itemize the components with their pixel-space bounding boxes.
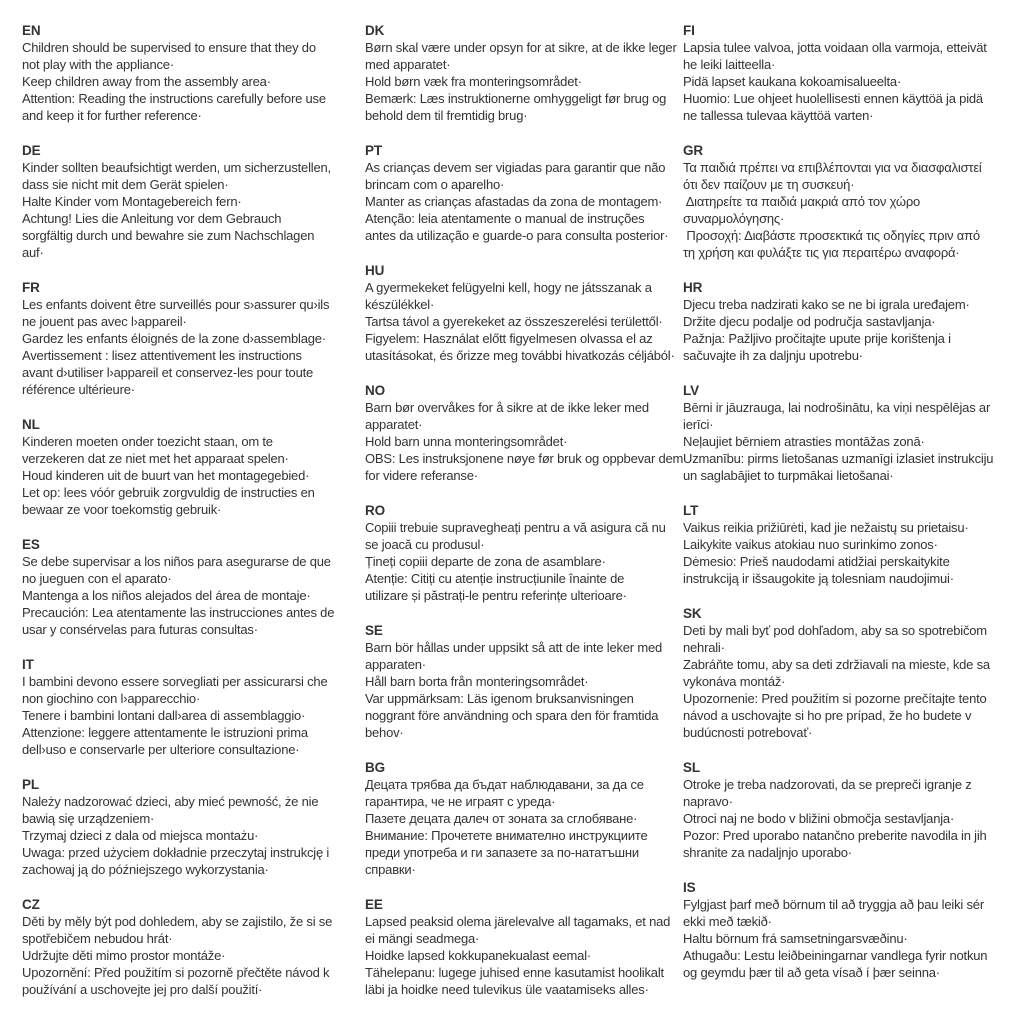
instruction-line: OBS: Les instruksjonene nøye før bruk og oppbevar dem <box>365 451 684 466</box>
instruction-line: for videre referanse· <box>365 468 478 483</box>
instruction-line: dell›uso e conservarle per ulteriore consultazione· <box>22 742 300 757</box>
language-section-es <box>22 536 357 638</box>
instruction-line: Pozor: Pred uporabo natančno preberite navodila in jih <box>683 828 987 843</box>
instruction-line: ne tallessa tulevaa käyttöä varten· <box>683 108 874 123</box>
instruction-line: verzekeren dat ze niet met het apparaat spelen· <box>22 451 289 466</box>
language-section-it <box>22 656 357 758</box>
instruction-line: Lapsia tulee valvoa, jotta voidaan olla varmoja, etteivät <box>683 40 987 55</box>
language-section-sk <box>683 605 1018 741</box>
instruction-line: Пазете децата далеч от зоната за сглобяване· <box>365 811 638 826</box>
instruction-line: Neļaujiet bērniem atrasties montāžas zonā· <box>683 434 925 449</box>
instruction-line: Se debe supervisar a los niños para asegurarse de que <box>22 554 331 569</box>
instruction-line: As crianças devem ser vigiadas para garantir que não <box>365 160 666 175</box>
instruction-line: Uwaga: przed użyciem dokładnie przeczytaj instrukcję i <box>22 845 330 860</box>
language-section-pl <box>22 776 357 878</box>
instruction-line: vykonáva montáž· <box>683 674 786 689</box>
instruction-line: ierīci· <box>683 417 714 432</box>
instruction-line: Udržujte děti mimo prostor montáže· <box>22 948 226 963</box>
instruction-line: Hold barn unna monteringsområdet· <box>365 434 568 449</box>
instruction-line: ότι δεν παίζουν με τη συσκευή· <box>683 177 855 192</box>
instruction-line: Djecu treba nadzirati kako se ne bi igrala uređajem· <box>683 297 970 312</box>
instruction-line: Haltu börnum frá samsetningarsvæðinu· <box>683 931 908 946</box>
language-code-label: CZ <box>22 897 40 912</box>
instruction-line: Внимание: Прочетете внимателно инструкциите <box>365 828 648 843</box>
instruction-line: Fylgjast þarf með börnum til að tryggja að þau leiki sér <box>683 897 984 912</box>
language-code-label: IS <box>683 880 696 895</box>
instruction-line: používání a uschovejte jej pro další použití· <box>22 982 263 997</box>
instruction-line: Tähelepanu: lugege juhised enne kasutamist hoolikalt <box>365 965 664 980</box>
instruction-line: shranite za nadaljnjo uporabo· <box>683 845 852 860</box>
instruction-line: συναρμολόγησης· <box>683 211 785 226</box>
instruction-line: référence ultérieure· <box>22 382 135 397</box>
instruction-line: Otroke je treba nadzorovati, da se prepreči igranje z <box>683 777 972 792</box>
instruction-line: un saglabājiet to turpmākai lietošanai· <box>683 468 894 483</box>
instruction-line: not play with the appliance· <box>22 57 174 72</box>
language-code-label: FR <box>22 280 40 295</box>
instruction-line: Hoidke lapsed kokkupanekualast eemal· <box>365 948 592 963</box>
language-code-label: PT <box>365 143 383 158</box>
language-code-label: EN <box>22 23 41 38</box>
instruction-line: auf· <box>22 245 44 260</box>
text-column-2 <box>365 22 700 1016</box>
instruction-line: справки· <box>365 862 416 877</box>
instruction-line: ne jouent pas avec l›appareil· <box>22 314 187 329</box>
language-section-sl <box>683 759 1018 861</box>
instruction-line: utasításokat, és őrizze meg további hivatkozás céljából· <box>365 348 675 363</box>
instruction-line: Gardez les enfants éloignés de la zone d›assemblage· <box>22 331 326 346</box>
instruction-line: Huomio: Lue ohjeet huolellisesti ennen käyttöä ja pidä <box>683 91 983 106</box>
instruction-line: nehrali· <box>683 640 725 655</box>
instruction-line: budúcnosti potrebovať· <box>683 725 813 740</box>
language-section-lv <box>683 382 1018 484</box>
instruction-line: se joacă cu produsul· <box>365 537 485 552</box>
language-code-label: HR <box>683 280 703 295</box>
instruction-line: sačuvajte ih za daljnju upotrebu· <box>683 348 863 363</box>
instruction-line: he leiki laitteella· <box>683 57 776 72</box>
instruction-line: non giochino con l›apparecchio· <box>22 691 201 706</box>
instruction-line: Atenție: Citiți cu atenție instrucțiunile înainte de <box>365 571 625 586</box>
instruction-line: Držite djecu podalje od područja sastavljanja· <box>683 314 936 329</box>
language-section-en <box>22 22 357 124</box>
instruction-line: Hold børn væk fra monteringsområdet· <box>365 74 582 89</box>
language-code-label: LT <box>683 503 699 518</box>
instruction-line: Copiii trebuie supravegheați pentru a vă asigura că nu <box>365 520 666 535</box>
language-section-de <box>22 142 357 261</box>
instruction-line: Les enfants doivent être surveillés pour s›assurer qu›ils <box>22 297 330 312</box>
instruction-line: spotřebičem nebudou hrát· <box>22 931 173 946</box>
instruction-line: utilizare și păstrați-le pentru referințe ulterioare· <box>365 588 627 603</box>
instruction-line: Keep children away from the assembly area· <box>22 74 271 89</box>
instruction-line: usar y consérvelas para futuras consultas· <box>22 622 258 637</box>
instruction-line: преди употреба и ги запазете за по-нататъшни <box>365 845 639 860</box>
language-code-label: LV <box>683 383 700 398</box>
instruction-line: Achtung! Lies die Anleitung vor dem Gebrauch <box>22 211 282 226</box>
language-section-gr <box>683 142 1018 261</box>
instruction-line: Należy nadzorować dzieci, aby mieć pewność, że nie <box>22 794 319 809</box>
instruction-line: avant d›utiliser l›appareil et conservez-les pour toute <box>22 365 314 380</box>
instruction-line: Προσοχή: Διαβάστε προσεκτικά τις οδηγίες πριν από <box>683 228 980 243</box>
instruction-line: Halte Kinder vom Montagebereich fern· <box>22 194 242 209</box>
instruction-line: Децата трябва да бъдат наблюдавани, за да се <box>365 777 644 792</box>
instruction-line: Pidä lapset kaukana kokoamisalueelta· <box>683 74 902 89</box>
instruction-line: läbi ja hoidke need tulevikus üle vaatamiseks alles· <box>365 982 649 997</box>
language-section-bg <box>365 759 700 878</box>
instruction-line: návod a uschovajte si ho pre prípad, že ho budete v <box>683 708 972 723</box>
instruction-line: Attenzione: leggere attentamente le istruzioni prima <box>22 725 308 740</box>
instruction-line: I bambini devono essere sorvegliati per assicurarsi che <box>22 674 328 689</box>
instruction-line: Laikykite vaikus atokiau nuo surinkimo zonos· <box>683 537 938 552</box>
instruction-line: Attention: Reading the instructions carefully before use <box>22 91 326 106</box>
instruction-line: Athugaðu: Lestu leiðbeiningarnar vandlega fyrir notkun <box>683 948 988 963</box>
language-section-se <box>365 622 700 741</box>
instruction-line: Tenere i bambini lontani dall›area di assemblaggio· <box>22 708 306 723</box>
language-code-label: IT <box>22 657 34 672</box>
language-section-is <box>683 879 1018 981</box>
instruction-line: Děti by měly být pod dohledem, aby se zajistilo, že si se <box>22 914 333 929</box>
language-code-label: PL <box>22 777 40 792</box>
instruction-line: antes da utilização e guarde-o para consulta posterior· <box>365 228 669 243</box>
instruction-line: Upozornenie: Pred použitím si pozorne prečítajte tento <box>683 691 987 706</box>
instruction-line: Bemærk: Læs instruktionerne omhyggeligt før brug og <box>365 91 667 106</box>
language-section-ee <box>365 896 700 998</box>
instruction-line: instrukciją ir išsaugokite ją tolesniam naudojimui· <box>683 571 954 586</box>
language-code-label: SK <box>683 606 702 621</box>
language-section-nl <box>22 416 357 518</box>
instruction-line: Mantenga a los niños alejados del área de montaje· <box>22 588 311 603</box>
instruction-line: Kinderen moeten onder toezicht staan, om te <box>22 434 273 449</box>
language-code-label: DE <box>22 143 41 158</box>
instruction-line: brincam com o aparelho· <box>365 177 505 192</box>
instruction-line: Zabráňte tomu, aby sa deti zdržiavali na mieste, kde sa <box>683 657 990 672</box>
instruction-line: apparaten· <box>365 657 426 672</box>
instruction-line: sorgfältig durch und bewahre sie zum Nachschlagen <box>22 228 315 243</box>
instruction-line: Upozornění: Před použitím si pozorně přečtěte návod k <box>22 965 330 980</box>
instruction-line: Otroci naj ne bodo v bližini območja sestavljanja· <box>683 811 955 826</box>
language-section-cz <box>22 896 357 998</box>
text-column-1 <box>22 22 357 1016</box>
language-code-label: RO <box>365 503 386 518</box>
instruction-line: ei mängi seadmega· <box>365 931 480 946</box>
language-section-fr <box>22 279 357 398</box>
instruction-line: τη χρήση και φυλάξτε τις για περαιτέρω αναφορά· <box>683 245 960 260</box>
instruction-line: bawią się urządzeniem· <box>22 811 155 826</box>
language-section-pt <box>365 142 700 244</box>
language-section-hr <box>683 279 1018 364</box>
instruction-line: med apparatet· <box>365 57 451 72</box>
language-code-label: FI <box>683 23 695 38</box>
language-section-lt <box>683 502 1018 587</box>
language-code-label: GR <box>683 143 704 158</box>
text-column-3 <box>683 22 1018 999</box>
instruction-line: Barn bør overvåkes for å sikre at de ikke leker med <box>365 400 649 415</box>
language-code-label: SE <box>365 623 383 638</box>
instruction-line: Precaución: Lea atentamente las instrucciones antes de <box>22 605 335 620</box>
instruction-line: készülékkel· <box>365 297 435 312</box>
instruction-line: napravo· <box>683 794 733 809</box>
language-code-label: NO <box>365 383 386 398</box>
instruction-line: no jueguen con el aparato· <box>22 571 172 586</box>
language-code-label: DK <box>365 23 385 38</box>
instruction-line: Børn skal være under opsyn for at sikre, at de ikke leger <box>365 40 677 55</box>
language-section-no <box>365 382 700 484</box>
language-section-dk <box>365 22 700 124</box>
instruction-line: A gyermekeket felügyelni kell, hogy ne játsszanak a <box>365 280 652 295</box>
instruction-line: Uzmanību: pirms lietošanas uzmanīgi izlasiet instrukciju <box>683 451 994 466</box>
instruction-line: Atenção: leia atentamente o manual de instruções <box>365 211 645 226</box>
instruction-line: apparatet· <box>365 417 423 432</box>
instruction-line: Bērni ir jāuzrauga, lai nodrošinātu, ka viņi nespēlējas ar <box>683 400 991 415</box>
instruction-line: гарантира, че не играят с уреда· <box>365 794 556 809</box>
instruction-line: behold dem til fremtidig brug· <box>365 108 528 123</box>
instruction-line: ekki með tækið· <box>683 914 772 929</box>
instruction-line: Figyelem: Használat előtt figyelmesen olvassa el az <box>365 331 653 346</box>
instruction-line: Deti by mali byť pod dohľadom, aby sa so spotrebičom <box>683 623 987 638</box>
instruction-line: zachowaj ją do późniejszego wykorzystania· <box>22 862 269 877</box>
language-code-label: SL <box>683 760 701 775</box>
instruction-line: Vaikus reikia prižiūrėti, kad jie nežaistų su prietaisu· <box>683 520 969 535</box>
instruction-line: Håll barn borta från monteringsområdet· <box>365 674 589 689</box>
instruction-line: Lapsed peaksid olema järelevalve all tagamaks, et nad <box>365 914 671 929</box>
instruction-line: Tartsa távol a gyerekeket az összeszerelési területtől· <box>365 314 663 329</box>
instruction-line: Dėmesio: Prieš naudodami atidžiai perskaitykite <box>683 554 950 569</box>
instruction-line: Houd kinderen uit de buurt van het montagegebied· <box>22 468 310 483</box>
instruction-line: dass sie nicht mit dem Gerät spielen· <box>22 177 229 192</box>
instruction-line: Kinder sollten beaufsichtigt werden, um sicherzustellen, <box>22 160 331 175</box>
instruction-line: Manter as crianças afastadas da zona de montagem· <box>365 194 663 209</box>
instruction-line: Țineți copiii departe de zona de asamblare· <box>365 554 606 569</box>
language-section-hu <box>365 262 700 364</box>
instruction-line: Avertissement : lisez attentivement les instructions <box>22 348 302 363</box>
instruction-line: Children should be supervised to ensure that they do <box>22 40 316 55</box>
language-code-label: ES <box>22 537 40 552</box>
instruction-line: behov· <box>365 725 404 740</box>
instruction-line: Τα παιδιά πρέπει να επιβλέπονται για να διασφαλιστεί <box>683 160 982 175</box>
instruction-line: bewaar ze voor toekomstig gebruik· <box>22 502 222 517</box>
instruction-line: og geymdu þær til að geta vísað í þær seinna· <box>683 965 940 980</box>
instruction-line: Barn bör hållas under uppsikt så att de inte leker med <box>365 640 663 655</box>
instruction-line: Trzymaj dzieci z dala od miejsca montażu· <box>22 828 259 843</box>
language-code-label: NL <box>22 417 40 432</box>
language-code-label: EE <box>365 897 383 912</box>
instruction-line: Διατηρείτε τα παιδιά μακριά από τον χώρο <box>683 194 921 209</box>
language-code-label: HU <box>365 263 385 278</box>
instruction-line: Var uppmärksam: Läs igenom bruksanvisningen <box>365 691 634 706</box>
instruction-line: noggrant före användning och spara den för framtida <box>365 708 659 723</box>
language-code-label: BG <box>365 760 386 775</box>
instruction-line: Let op: lees vóór gebruik zorgvuldig de instructies en <box>22 485 315 500</box>
instruction-line: Pažnja: Pažljivo pročitajte upute prije korištenja i <box>683 331 951 346</box>
language-section-fi <box>683 22 1018 124</box>
instruction-line: and keep it for further reference· <box>22 108 202 123</box>
language-section-ro <box>365 502 700 604</box>
